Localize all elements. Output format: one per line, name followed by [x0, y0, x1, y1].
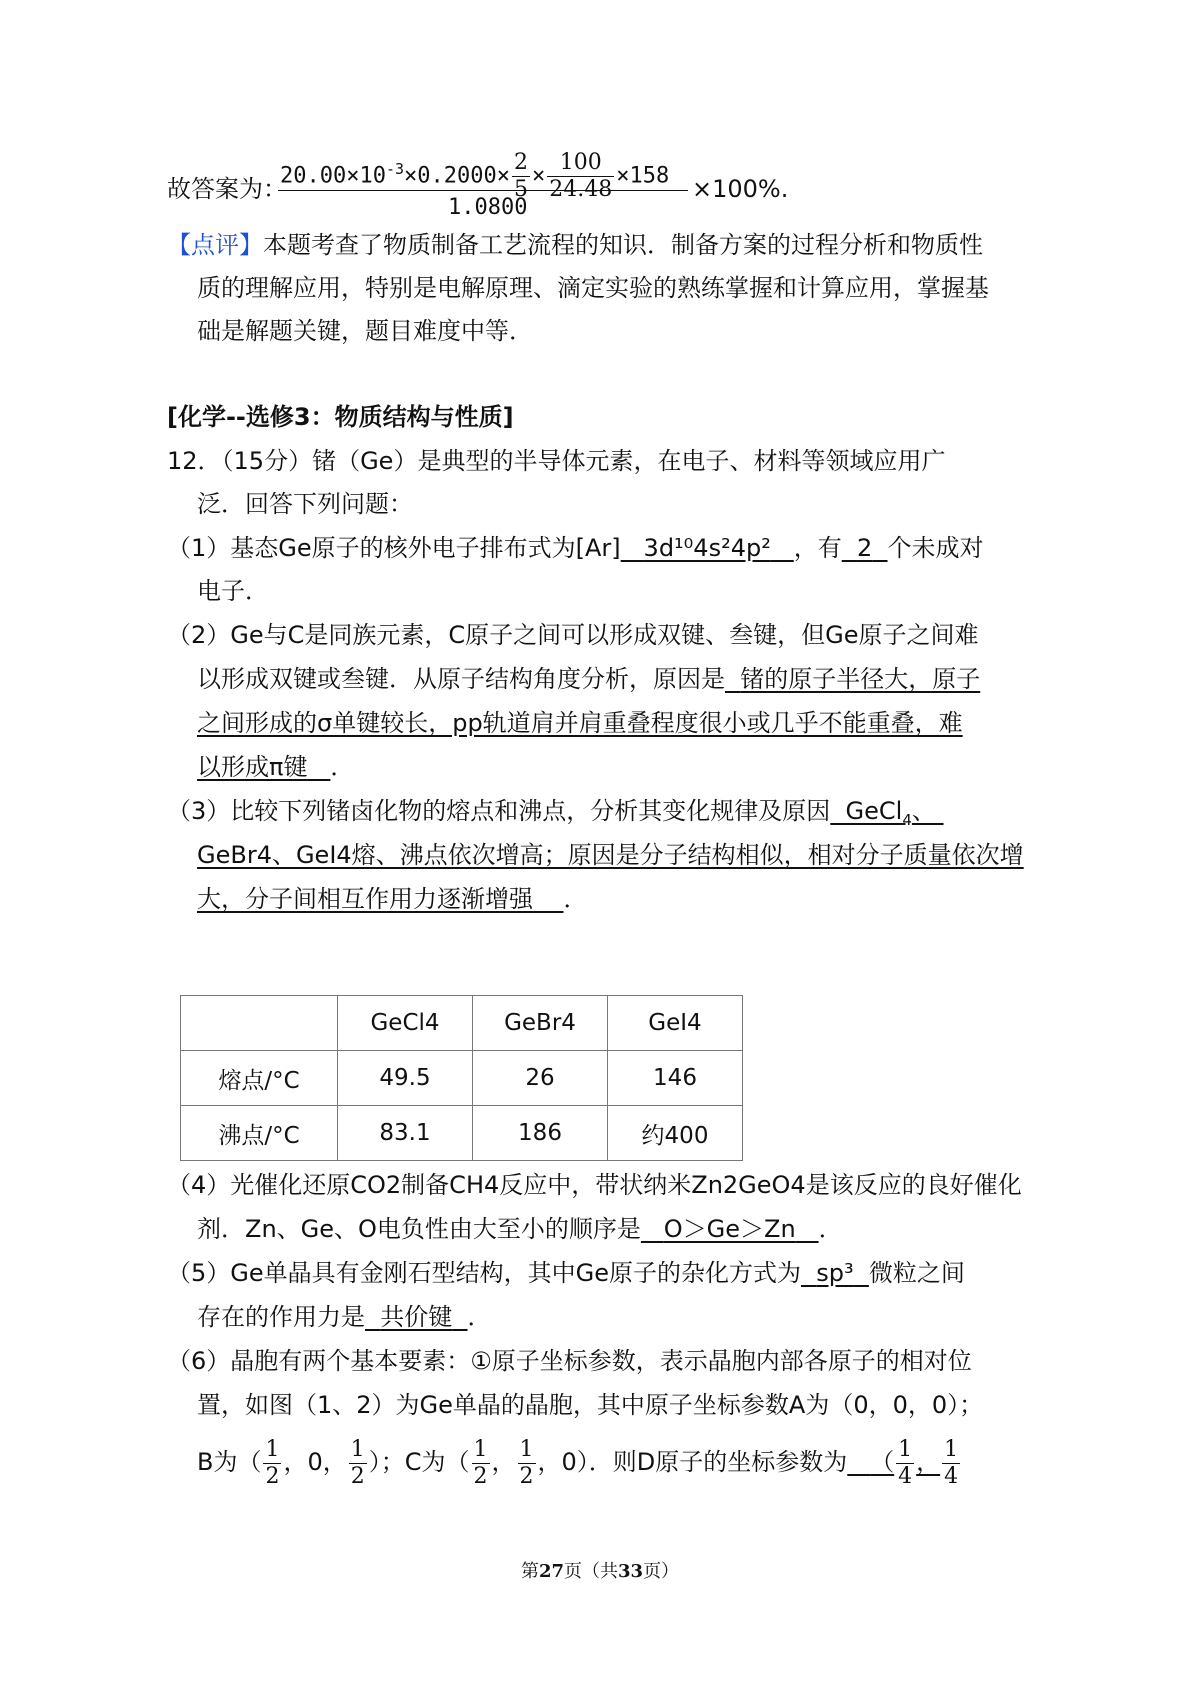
- page-total: 33: [618, 1561, 644, 1582]
- part3-line-2: GeBr4、GeI4熔、沸点依次增高；原因是分子结构相似，相对分子质量依次增: [197, 841, 1024, 869]
- part2-line-2: 以形成双键或叁键．从原子结构角度分析，原因是 锗的原子半径大，原子: [197, 665, 981, 693]
- part1-line-1: （1）基态Ge原子的核外电子排布式为[Ar] 3d¹⁰4s²4p² ，有 2 个未成对: [167, 534, 984, 562]
- table-cell: 沸点/°C: [181, 1106, 338, 1161]
- fraction-2-5: $\frac{2}{5}$: [514, 150, 528, 202]
- table-cell: 约400: [608, 1106, 743, 1161]
- table-row: [181, 1106, 743, 1161]
- part2-line-4: 以形成π键 ．: [197, 753, 355, 781]
- table-cell: 49.5: [338, 1051, 473, 1106]
- fraction-half: $\frac{1}{2}$: [350, 1436, 365, 1489]
- answer-suffix: ×100%.: [692, 175, 789, 203]
- part3-line-1: （3）比较下列锗卤化物的熔点和沸点，分析其变化规律及原因 GeCl$_4$、: [167, 797, 944, 829]
- table-cell: 186: [473, 1106, 608, 1161]
- table-cell: 熔点/°C: [181, 1051, 338, 1106]
- fraction-half: $\frac{1}{2}$: [473, 1436, 488, 1489]
- table-cell: [181, 996, 338, 1051]
- part5-line-2: 存在的作用力是 共价键 ．: [197, 1303, 492, 1331]
- part4-line-2: 剂．Zn、Ge、O电负性由大至小的顺序是 O＞Ge＞Zn ．: [197, 1215, 843, 1243]
- fraction-quarter: $\frac{1}{4}$: [944, 1436, 959, 1489]
- part2-line-3: 之间形成的σ单键较长，p﻿p轨道肩并肩重叠程度很小或几乎不能重叠，难: [197, 709, 963, 737]
- page-footer: 第27页（共33页）: [520, 1561, 680, 1582]
- comment-tag: 【点评】: [167, 231, 263, 259]
- answer-blank: sp³: [816, 1259, 854, 1287]
- fraction-100-24: $\frac{100}{24.48}$: [549, 150, 613, 202]
- table-cell: GeCl4: [338, 996, 473, 1051]
- part3-line-3: 大，分子间相互作用力逐渐增强 ．: [197, 885, 588, 913]
- part5-line-1: （5）Ge单晶具有金刚石型结构，其中Ge原子的杂化方式为 sp³ 微粒之间: [167, 1259, 965, 1287]
- answer-blank: 共价键: [380, 1303, 453, 1331]
- fraction-quarter: $\frac{1}{4}$: [898, 1436, 913, 1489]
- fraction-half: $\frac{1}{2}$: [519, 1436, 534, 1489]
- answer-blank: O＞Ge＞Zn: [663, 1215, 796, 1243]
- q12-line-1: 12．（15分）锗（Ge）是典型的半导体元素，在电子、材料等领域应用广: [167, 447, 946, 475]
- big-fraction-numerator: $20.00\times 10^{-3}\times 0.2000\times$ $\frac{2}{5}$ × $\frac{100}{24.48}$ ×158: [280, 150, 670, 202]
- table-cell: GeBr4: [473, 996, 608, 1051]
- answer-blank: （ $\frac{1}{4}$ ， $\frac{1}{4}$: [870, 1436, 959, 1489]
- part6-line-2: 置，如图（1、2）为Ge单晶的晶胞，其中原子坐标参数A为（0，0，0）；: [197, 1391, 984, 1419]
- part4-line-1: （4）光催化还原CO2制备CH4反应中，带状纳米Zn2GeO4是该反应的良好催化: [167, 1171, 1022, 1199]
- table-cell: 26: [473, 1051, 608, 1106]
- table-row: [181, 1051, 743, 1106]
- part2-line-1: （2）Ge与C是同族元素，C原子之间可以形成双键、叁键，但Ge原子之间难: [167, 621, 979, 649]
- comment-line-3: 础是解题关键，题目难度中等．: [197, 317, 533, 345]
- answer-blank: 3d¹⁰4s²4p²: [643, 534, 771, 562]
- page-number: 27: [538, 1561, 564, 1582]
- section-title: [化学--选修3：物质结构与性质]: [167, 403, 514, 431]
- table-cell: 83.1: [338, 1106, 473, 1161]
- fraction-half: $\frac{1}{2}$: [265, 1436, 280, 1489]
- part6-line-1: （6）晶胞有两个基本要素：①原子坐标参数，表示晶胞内部各原子的相对位: [167, 1347, 972, 1375]
- answer-prefix: 故答案为：: [167, 175, 287, 203]
- part6-line-3: B为（ $\frac{1}{2}$ ，0， $\frac{1}{2}$ ）；C为（ $\frac{1}{2}$ ， $\frac{1}{2}$ ，0）．则D原子的坐标参数为 （ $\frac{1}{4}$ ， $\frac{1}{4}$: [197, 1432, 962, 1492]
- fraction-bar: [278, 190, 688, 191]
- big-fraction-denominator: 1.0800: [448, 195, 528, 220]
- table-header-row: [181, 996, 743, 1051]
- q12-line-2: 泛．回答下列问题：: [197, 490, 413, 518]
- melting-boiling-table: [180, 995, 743, 1161]
- answer-blank: 2: [856, 534, 873, 562]
- table-cell: GeI4: [608, 996, 743, 1051]
- table-cell: 146: [608, 1051, 743, 1106]
- comment-line-1: 【点评】本题考查了物质制备工艺流程的知识．制备方案的过程分析和物质性: [167, 231, 983, 259]
- comment-line-2: 质的理解应用，特别是电解原理、滴定实验的熟练掌握和计算应用，掌握基: [197, 274, 989, 302]
- part1-line-2: 电子．: [197, 577, 269, 605]
